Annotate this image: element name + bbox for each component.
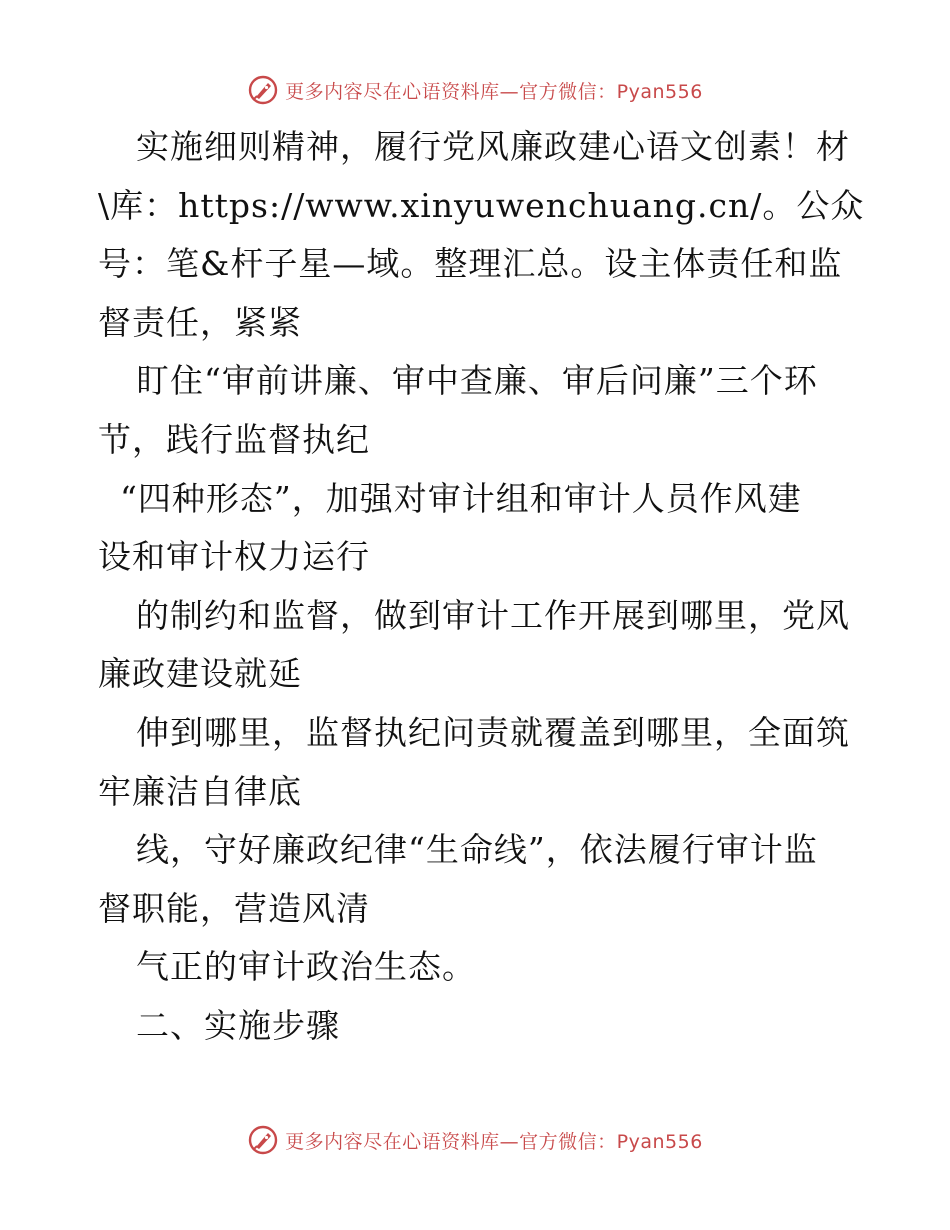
pen-nib-logo-icon — [247, 1124, 279, 1156]
header-banner-text: 更多内容尽在心语资料库—官方微信：Pyan556 — [285, 80, 703, 103]
footer-banner — [0, 1122, 950, 1158]
body-line: 督责任，紧紧 — [98, 302, 302, 342]
body-line: 盯住“审前讲廉、审中查廉、审后问廉”三个环 — [136, 361, 818, 401]
body-line: 号：笔&杆子星—域。整理汇总。设主体责任和监 — [98, 244, 843, 284]
body-line: 的制约和监督，做到审计工作开展到哪里，党风 — [136, 595, 850, 635]
body-line: 设和审计权力运行 — [98, 537, 370, 577]
section-heading: 二、实施步骤 — [136, 1005, 340, 1045]
body-line: 节，践行监督执纪 — [98, 419, 370, 459]
pen-nib-logo-icon — [247, 74, 279, 106]
body-line: 实施细则精神，履行党风廉政建心语文创素！材 — [136, 127, 850, 166]
document-body — [98, 118, 865, 1056]
body-line: 线，守好廉政纪律“生命线”，依法履行审计监 — [136, 830, 818, 870]
body-line: 伸到哪里，监督执纪问责就覆盖到哪里，全面筑 — [136, 712, 850, 752]
body-line: 牢廉洁自律底 — [98, 771, 302, 811]
body-line: 气正的审计政治生态。 — [136, 947, 476, 987]
header-banner — [0, 72, 950, 108]
body-line: “四种形态”，加强对审计组和审计人员作风建 — [120, 478, 802, 518]
footer-banner-text: 更多内容尽在心语资料库—官方微信：Pyan556 — [285, 1130, 703, 1153]
body-line: 廉政建设就延 — [98, 654, 302, 694]
body-line: \库：https://www.xinyuwenchuang.cn/。公众 — [98, 185, 865, 225]
body-line: 督职能，营造风清 — [98, 888, 370, 928]
